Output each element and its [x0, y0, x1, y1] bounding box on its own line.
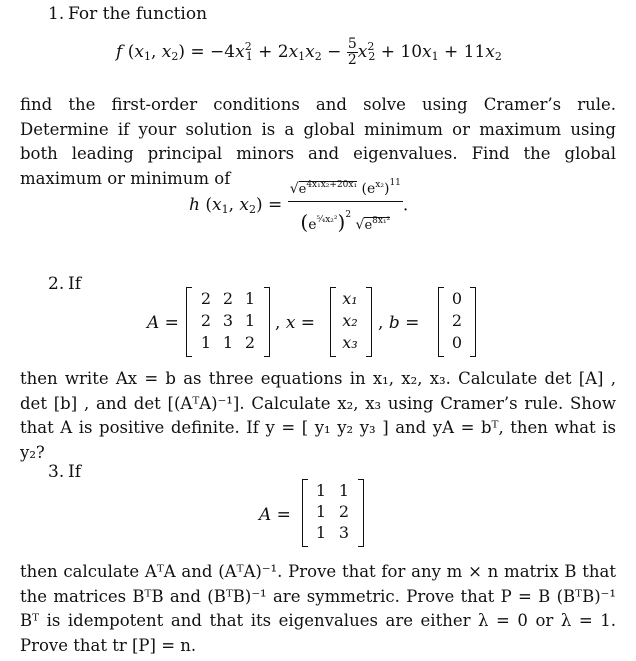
problem-2-number: 2.	[48, 274, 65, 294]
problem-3-body: then calculate AᵀA and (AᵀA)⁻¹. Prove that for any m × n matrix B that the matrices BᵀB and (BᵀB)⁻¹ are symmetric. Prove that P = B (BᵀB)⁻¹ Bᵀ is idempotent and that its eigenvalues are either λ = 0 or λ = 1. Prove that tr [P] = n.	[20, 562, 616, 655]
problem-1-body: find the first-order conditions and solve using Cramer’s rule. Determine if your solution is a global minimum or maximum using both leading principal minors and eigenvalues. Find the global maximum or minimum of	[20, 95, 616, 188]
matrix-cell: 2	[222, 289, 234, 308]
function-f-equation: f ($x_1$, $x_2) = -4x^2_1 + 2x_1x_2$ − $\frac{5}{2}$ $x^2_2 + 10x_1 + 11x_2$	[116, 36, 502, 68]
vector-cell: 0	[451, 289, 463, 308]
matrix-cell: 1	[222, 333, 234, 352]
matrix-cell: 3	[338, 523, 350, 542]
matrix-cell: 2	[200, 311, 212, 330]
vector-x	[330, 287, 372, 357]
problem-1-lead: For the function	[68, 4, 208, 24]
matrix-A-label-3: A =	[259, 505, 291, 525]
vector-x-label: , x =	[275, 313, 316, 333]
matrix-cell: 1	[315, 481, 327, 500]
problem-2-lead: If	[68, 274, 82, 294]
problem-1-number: 1.	[48, 4, 65, 24]
function-h-equation: h ($x_1$, $x_2$) = $\frac{√e^{4x_1x_2+20x_1} (e^{x_2})^{11}}{(e^{^5⁄_4x_2^2})^2 √e^{8x_1^2}}$ .	[189, 172, 408, 239]
matrix-cell: 3	[222, 311, 234, 330]
matrix-A-3	[302, 479, 364, 547]
matrix-cell: 2	[338, 502, 350, 521]
matrix-A-2	[186, 287, 270, 357]
matrix-cell: 1	[338, 481, 350, 500]
matrix-cell: 2	[244, 333, 256, 352]
vector-cell: 2	[451, 311, 463, 330]
vector-cell: x₂	[342, 311, 358, 330]
matrix-cell: 1	[244, 289, 256, 308]
vector-cell: 0	[451, 333, 463, 352]
problem-3-lead: If	[68, 462, 82, 482]
matrix-cell: 1	[315, 523, 327, 542]
matrix-A-label-2: A =	[147, 313, 179, 333]
matrix-cell: 1	[200, 333, 212, 352]
matrix-cell: 1	[244, 311, 256, 330]
problem-3-number: 3.	[48, 462, 65, 482]
vector-b	[438, 287, 476, 357]
vector-cell: x₁	[342, 289, 358, 308]
vector-cell: x₃	[342, 333, 358, 352]
matrix-cell: 1	[315, 502, 327, 521]
matrix-cell: 2	[200, 289, 212, 308]
problem-2-body: then write Ax = b as three equations in x₁, x₂, x₃. Calculate det [A] , det [b] , and det [(AᵀA)⁻¹]. Calculate x₂, x₃ using Cramer’s rule. Show that A is positive definite. If y = [ y₁ y₂ y₃ ] and yA = bᵀ, then what is y₂?	[20, 369, 616, 462]
vector-b-label: , b =	[378, 313, 420, 333]
